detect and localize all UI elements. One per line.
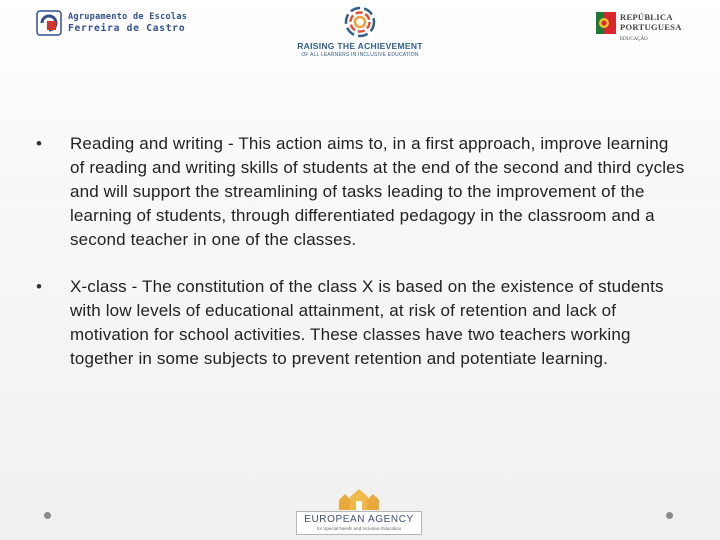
corner-dot-icon [44,512,51,519]
raising-achievement-logo [290,6,430,58]
republica-portuguesa-logo [596,12,682,45]
government-logo-line1: REPÚBLICA [620,12,673,22]
school-logo [36,10,187,36]
school-logo-line2: Ferreira de Castro [68,23,186,34]
government-logo-line3: EDUCAÇÃO [620,37,648,42]
circle-ring-icon [344,6,376,38]
european-agency-logo [296,488,422,535]
agency-subtitle: for Special Needs and Inclusive Education [316,526,402,531]
houses-icon [337,488,381,510]
school-logo-line1: Agrupamento de Escolas [68,12,188,22]
bullet-text-x-class: X-class - The constitution of the class X is based on the existence of students with low levels of educational attainment, at risk of retention and lack of motivation for school activities. These classes have two teachers working together in some subjects to prevent retention and potentiate learning. [70,277,664,368]
rta-subtitle: OF ALL LEARNERS IN INCLUSIVE EDUCATION [301,52,419,58]
list-item [36,275,686,371]
agency-title: EUROPEAN AGENCY [304,514,414,525]
bullet-list [36,132,686,394]
corner-dot-icon [666,512,673,519]
government-logo-line2: PORTUGUESA [620,22,682,32]
bullet-icon: • [36,134,42,153]
bullet-icon: • [36,277,42,296]
rta-title: RAISING THE ACHIEVEMENT [297,41,423,51]
school-emblem-icon [36,10,62,36]
bullet-text-reading-writing: Reading and writing - This action aims to, in a first approach, improve learning of reading and writing skills of students at the end of the second and third cycles and will support the streamlining of tasks leading to the improvement of the learning of students, through differentiated pedagogy in the classroom and a second teacher in one of the classes. [70,134,685,249]
list-item [36,132,686,252]
portugal-flag-icon [596,12,616,34]
